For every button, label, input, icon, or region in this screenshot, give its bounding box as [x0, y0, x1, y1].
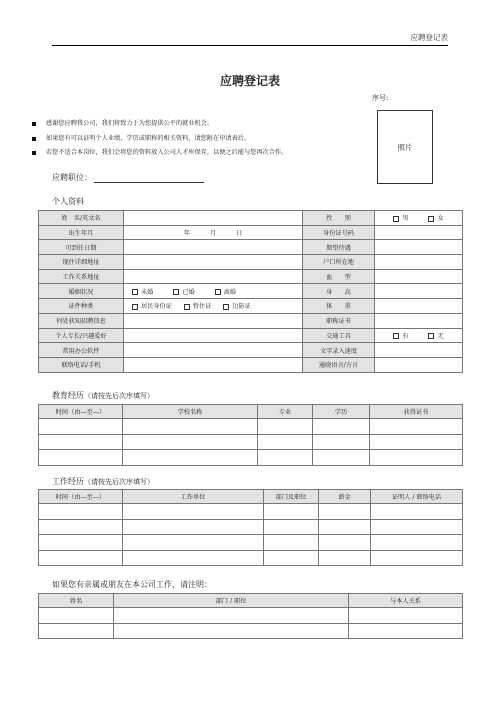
table-row [39, 357, 463, 372]
table-row [39, 328, 463, 343]
cert-type-label: 证件种类 [39, 299, 124, 314]
table-cell[interactable] [114, 623, 349, 639]
table-cell[interactable] [313, 434, 370, 450]
table-cell[interactable] [258, 450, 313, 466]
page-title: 应聘登记表 [219, 74, 280, 88]
table-cell[interactable] [39, 504, 123, 520]
column-header: 专业 [258, 405, 313, 419]
table-cell[interactable] [349, 623, 463, 639]
hukou-label: 户口所在地 [303, 255, 375, 270]
table-row [39, 284, 463, 299]
column-header: 工作单位 [123, 490, 264, 504]
id-number-input[interactable] [375, 225, 463, 240]
table-header-row [39, 490, 463, 504]
transport-have-checkbox[interactable] [393, 333, 399, 339]
expected-salary-label: 期望待遇 [303, 240, 375, 255]
column-header: 薪金 [319, 490, 371, 504]
position-label: 应聘职位： [52, 173, 92, 182]
table-row [39, 504, 463, 520]
office-software-input[interactable] [124, 343, 303, 358]
photo-box[interactable] [377, 110, 433, 184]
column-header: 获得证书 [370, 405, 463, 419]
border-permit-checkbox[interactable] [223, 304, 229, 310]
table-row [39, 343, 463, 358]
divorced-checkbox[interactable] [215, 289, 221, 295]
table-row [39, 419, 463, 435]
hukou-input[interactable] [375, 255, 463, 270]
table-row [39, 255, 463, 270]
table-row [39, 550, 463, 566]
table-cell[interactable] [39, 419, 123, 435]
position-input[interactable] [94, 174, 204, 183]
typing-speed-input[interactable] [375, 343, 463, 358]
column-header: 时间（由—至—） [39, 490, 123, 504]
title-cert-input[interactable] [375, 313, 463, 328]
table-row [39, 269, 463, 284]
column-header: 姓名 [39, 594, 114, 608]
table-cell[interactable] [39, 519, 123, 535]
table-row [39, 519, 463, 535]
blood-type-input[interactable] [375, 269, 463, 284]
table-cell[interactable] [39, 434, 123, 450]
table-header-row [39, 405, 463, 419]
header-label: 应聘登记表 [410, 33, 448, 42]
table-row [39, 434, 463, 450]
bullet-icon [32, 122, 36, 126]
cert-type-options: 居民身份证 暂住证 边防证 [124, 299, 303, 314]
column-header: 证明人 / 联络电话 [371, 490, 463, 504]
position-field [52, 172, 204, 183]
dialect-input[interactable] [375, 357, 463, 372]
source-label: 何处获知招聘信息 [39, 313, 124, 328]
table-cell[interactable] [39, 608, 114, 624]
hobby-label: 个人专长/兴趣爱好 [39, 328, 124, 343]
table-cell[interactable] [370, 419, 463, 435]
column-header: 学校名称 [123, 405, 258, 419]
table-cell[interactable] [123, 450, 258, 466]
arrival-date-label: 可到任日期 [39, 240, 124, 255]
bullet-icon [32, 137, 36, 141]
dialect-label: 通晓语言/方言 [303, 357, 375, 372]
table-cell[interactable] [123, 519, 264, 535]
table-cell[interactable] [123, 434, 258, 450]
table-cell[interactable] [39, 550, 123, 566]
table-cell[interactable] [123, 504, 264, 520]
gender-label: 性 别 [303, 211, 375, 226]
table-cell[interactable] [264, 504, 319, 520]
marital-label: 婚姻状况 [39, 284, 124, 299]
id-number-label: 身份证号码 [303, 225, 375, 240]
table-cell[interactable] [258, 434, 313, 450]
table-cell[interactable] [370, 450, 463, 466]
office-software-label: 常用办公软件 [39, 343, 124, 358]
family-section-title: 如果您有亲属或朋友在本公司工作，请注明： [52, 580, 212, 589]
family-table [38, 593, 463, 639]
work-address-label: 工作关系地址 [39, 269, 124, 284]
address-label: 现住详细地址 [39, 255, 124, 270]
education-table [38, 404, 463, 466]
height-input[interactable] [375, 284, 463, 299]
table-row [39, 535, 463, 551]
female-checkbox[interactable] [428, 216, 434, 222]
table-cell[interactable] [313, 419, 370, 435]
unmarried-checkbox[interactable] [132, 289, 138, 295]
table-cell[interactable] [39, 623, 114, 639]
personal-info-table [38, 210, 463, 373]
hobby-input[interactable] [124, 328, 303, 343]
column-header: 与本人关系 [349, 594, 463, 608]
column-header: 部门及职位 [264, 490, 319, 504]
gender-options: 男 女 [375, 211, 463, 226]
table-cell[interactable] [371, 519, 463, 535]
table-cell[interactable] [319, 504, 371, 520]
table-cell[interactable] [313, 450, 370, 466]
work-section-title: 工作经历（请按先后次序填写） [52, 477, 154, 486]
header-rule [52, 45, 448, 46]
blood-type-label: 血 型 [303, 269, 375, 284]
table-cell[interactable] [264, 519, 319, 535]
dob-label: 出生年月 [39, 225, 124, 240]
table-row [39, 313, 463, 328]
notice-item: 如果您有可以证明个人业绩、学历或职称的相关资料，请您附在申请表后。 [32, 133, 250, 142]
table-header-row [39, 594, 463, 608]
table-cell[interactable] [39, 450, 123, 466]
arrival-date-input[interactable] [124, 240, 303, 255]
table-cell[interactable] [123, 419, 258, 435]
serial-number-label: 序号: [372, 94, 389, 102]
table-row [39, 608, 463, 624]
transport-none-checkbox[interactable] [428, 333, 434, 339]
table-cell[interactable] [123, 550, 264, 566]
name-input[interactable] [124, 211, 303, 226]
expected-salary-input[interactable] [375, 240, 463, 255]
resident-id-checkbox[interactable] [132, 304, 138, 310]
table-cell[interactable] [319, 535, 371, 551]
table-cell[interactable] [371, 535, 463, 551]
column-header: 学历 [313, 405, 370, 419]
temp-permit-checkbox[interactable] [184, 304, 190, 310]
personal-section-title: 个人资料 [52, 197, 84, 206]
education-section-title: 教育经历（请按先后次序填写） [52, 391, 154, 400]
height-label: 身 高 [303, 284, 375, 299]
transport-label: 交通工具 [303, 328, 375, 343]
table-row [39, 299, 463, 314]
table-cell[interactable] [349, 608, 463, 624]
notice-item: 感谢您应聘我公司，我们将致力于为您提供公平的就业机会。 [32, 118, 213, 127]
married-checkbox[interactable] [173, 289, 179, 295]
typing-speed-label: 文字录入速度 [303, 343, 375, 358]
name-label: 姓 名/英文名 [39, 211, 124, 226]
table-cell[interactable] [258, 419, 313, 435]
work-address-input[interactable] [124, 269, 303, 284]
source-input[interactable] [124, 313, 303, 328]
work-table [38, 489, 463, 566]
table-cell[interactable] [123, 535, 264, 551]
table-cell[interactable] [371, 504, 463, 520]
table-cell[interactable] [264, 535, 319, 551]
table-row [39, 240, 463, 255]
column-header: 时间（由—至—） [39, 405, 123, 419]
table-cell[interactable] [39, 535, 123, 551]
table-row [39, 623, 463, 639]
table-cell[interactable] [371, 550, 463, 566]
notice-item: 若您不适合本岗位，我们会将您的资料放入公司人才库保存，以便之后能与您再次合作。 [32, 147, 287, 156]
title-cert-label: 职称证书 [303, 313, 375, 328]
weight-input[interactable] [375, 299, 463, 314]
male-checkbox[interactable] [393, 216, 399, 222]
table-row [39, 450, 463, 466]
marital-options: 未婚 已婚 离婚 [124, 284, 303, 299]
dob-input[interactable]: 年 月 日 [124, 225, 303, 240]
table-cell[interactable] [370, 434, 463, 450]
bullet-icon [32, 151, 36, 155]
photo-label: 照片 [397, 142, 413, 152]
transport-options: 有 无 [375, 328, 463, 343]
phone-label: 联络电话/手机 [39, 357, 124, 372]
phone-input[interactable] [124, 357, 303, 372]
address-input[interactable] [124, 255, 303, 270]
table-cell[interactable] [319, 550, 371, 566]
weight-label: 体 重 [303, 299, 375, 314]
table-cell[interactable] [114, 608, 349, 624]
table-cell[interactable] [319, 519, 371, 535]
table-cell[interactable] [264, 550, 319, 566]
column-header: 部门 / 职位 [114, 594, 349, 608]
table-row [39, 211, 463, 226]
table-row [39, 225, 463, 240]
